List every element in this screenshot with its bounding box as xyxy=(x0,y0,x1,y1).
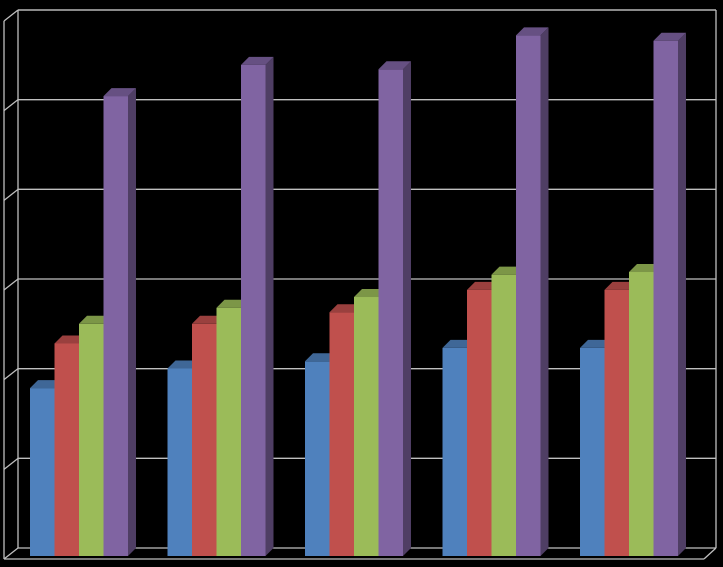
bar-front xyxy=(629,272,654,556)
bar-front xyxy=(330,312,355,556)
bar-front xyxy=(443,348,468,556)
bar xyxy=(379,61,412,556)
gridline-side xyxy=(4,100,18,111)
x-axis-depth xyxy=(704,548,716,559)
bar-front xyxy=(605,290,630,556)
bar-front xyxy=(104,96,129,556)
bar-side xyxy=(678,33,686,556)
bar-front xyxy=(241,65,266,556)
gridline-side xyxy=(4,10,18,21)
bar-front xyxy=(492,275,517,556)
bar-side xyxy=(541,27,549,556)
bar-front xyxy=(79,324,104,556)
bar-front xyxy=(516,35,541,556)
bar-front xyxy=(30,388,55,556)
bar-front xyxy=(379,69,404,556)
bar-front xyxy=(654,41,679,556)
bar-front xyxy=(580,348,605,556)
bar-front xyxy=(168,368,193,556)
bar-front xyxy=(217,308,242,556)
bar xyxy=(516,27,549,556)
bar-front xyxy=(354,297,379,556)
bar-front xyxy=(305,361,330,556)
bar-front xyxy=(467,290,492,556)
bar-front xyxy=(192,324,217,556)
gridline-side xyxy=(4,458,18,469)
gridline-side xyxy=(4,279,18,290)
gridline-side xyxy=(4,369,18,380)
bar-side xyxy=(266,57,274,556)
bar xyxy=(654,33,687,556)
bar-front xyxy=(55,343,80,556)
gridline-side xyxy=(4,189,18,200)
bars xyxy=(30,27,686,556)
bar xyxy=(104,88,137,556)
gridline-side xyxy=(4,548,18,559)
bar xyxy=(241,57,274,556)
bar-side xyxy=(128,88,136,556)
bar-side xyxy=(403,61,411,556)
